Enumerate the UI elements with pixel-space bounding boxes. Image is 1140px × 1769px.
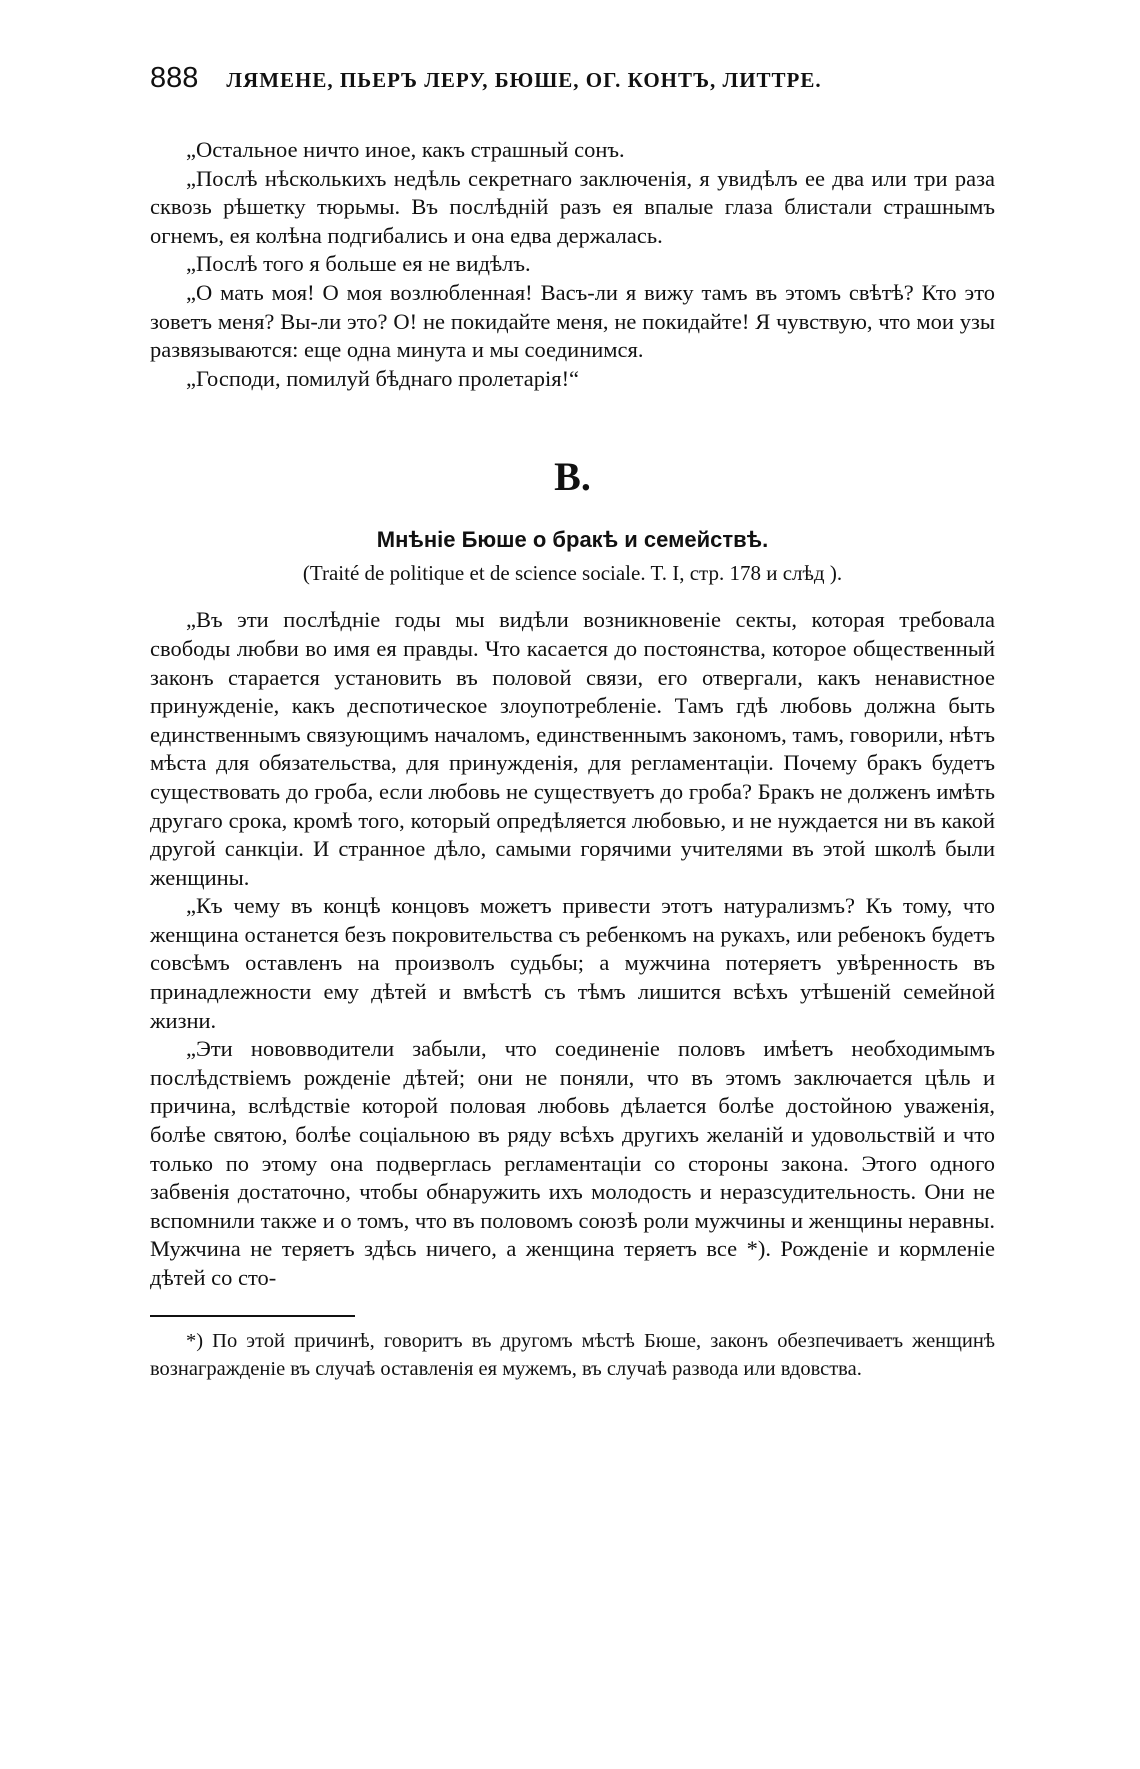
body-text [150, 606, 995, 1292]
paragraph: „Эти нововводители забыли, что соединеніе половъ имѣетъ необходимымъ послѣдствіемъ рожденіе дѣтей; они не поняли, что въ этомъ заключается цѣль и причина, вслѣдствіе которой половая любовь дѣлается болѣе достойною уваженія, болѣе святою, болѣе соціальною въ ряду всѣхъ другихъ желаній и удовольствій и что только по этому она подверглась регламентаціи со стороны закона. Этого одного забвенія достаточно, чтобы обнаружить ихъ молодость и неразсудительность. Они не вспомнили также и о томъ, что въ половомъ союзѣ роли мужчины и женщины неравны. Мужчина не теряетъ здѣсь ничего, а женщина теряетъ все *). Рожденіе и кормленіе дѣтей со сто- [150, 1036, 995, 1290]
paragraph: „Послѣ нѣсколькихъ недѣль секретнаго заключенія, я увидѣлъ ее два или три раза сквозь рѣшетку тюрьмы. Въ послѣдній разъ ея впалые глаза блистали страшнымъ огнемъ, ея колѣна подгибались и она едва держалась. [150, 165, 995, 248]
paragraph: „Остальное ничто иное, какъ страшный сонъ. [186, 137, 625, 162]
paragraph: „Къ чему въ концѣ концовъ можетъ привести этотъ натурализмъ? Къ тому, что женщина останется безъ покровительства съ ребенкомъ на рукахъ, или ребенокъ будетъ совсѣмъ оставленъ на произволъ судьбы; а мужчина потеряетъ увѣренность въ принадлежности ему дѣтей и вмѣстѣ съ тѣмъ лишится всѣхъ утѣшеній семейной жизни. [150, 893, 995, 1033]
section-letter: B. [554, 454, 591, 500]
running-header [150, 62, 995, 106]
paragraph: „Въ эти послѣдніе годы мы видѣли возникновеніе секты, которая требовала свободы любви во имя ея правды. Что касается до постоянства, которое общественный законъ старается установить въ половой связи, его отвергали, какъ ненавистное принужденіе, какъ деспотическое злоупотребленіе. Тамъ гдѣ любовь должна быть единственнымъ связующимъ началомъ, единственнымъ закономъ, тамъ, говорили, нѣтъ мѣста для обязательства, для принужденія, для регламентаціи. Почему бракъ будетъ существовать до гроба, если любовь не существуетъ до гроба? Бракъ не долженъ имѣть другаго срока, кромѣ того, который опредѣляется любовью, и не нуждается ни въ какой другой санкціи. И странное дѣло, самыми горячими учителями въ этой школѣ были женщины. [150, 607, 995, 890]
paragraph: „Послѣ того я больше ея не видѣлъ. [186, 251, 531, 277]
footnote-rule [150, 1315, 355, 1317]
paragraph: „О мать моя! О моя возлюбленная! Васъ-ли я вижу тамъ въ этомъ свѣтѣ? Кто это зоветъ меня? Вы-ли это? О! не покидайте меня, не покидайте! Я чувствую, что мои узы развязываются: еще одна минута и мы соединимся. [150, 279, 995, 363]
intro-text [150, 136, 995, 393]
section-title: Мнѣніе Бюше о бракѣ и семействѣ. [376, 527, 769, 553]
page-number: 888 [150, 62, 199, 94]
paragraph: „Господи, помилуй бѣднаго пролетарія!“ [186, 365, 580, 391]
footnote: *) По этой причинѣ, говоритъ въ другомъ мѣстѣ Бюше, законъ обезпечиваетъ женщинѣ вознагражденіе въ случаѣ оставленія ея мужемъ, въ случаѣ развода или вдовства. [150, 1329, 995, 1380]
book-page [150, 62, 995, 1383]
section-citation: (Traité de politique et de science sociale. T. I, стр. 178 и слѣд ). [302, 561, 843, 586]
running-title: ЛЯМЕНЕ, ПЬЕРЪ ЛЕРУ, БЮШЕ, ОГ. КОНТЪ, ЛИТТРЕ. [226, 68, 822, 92]
